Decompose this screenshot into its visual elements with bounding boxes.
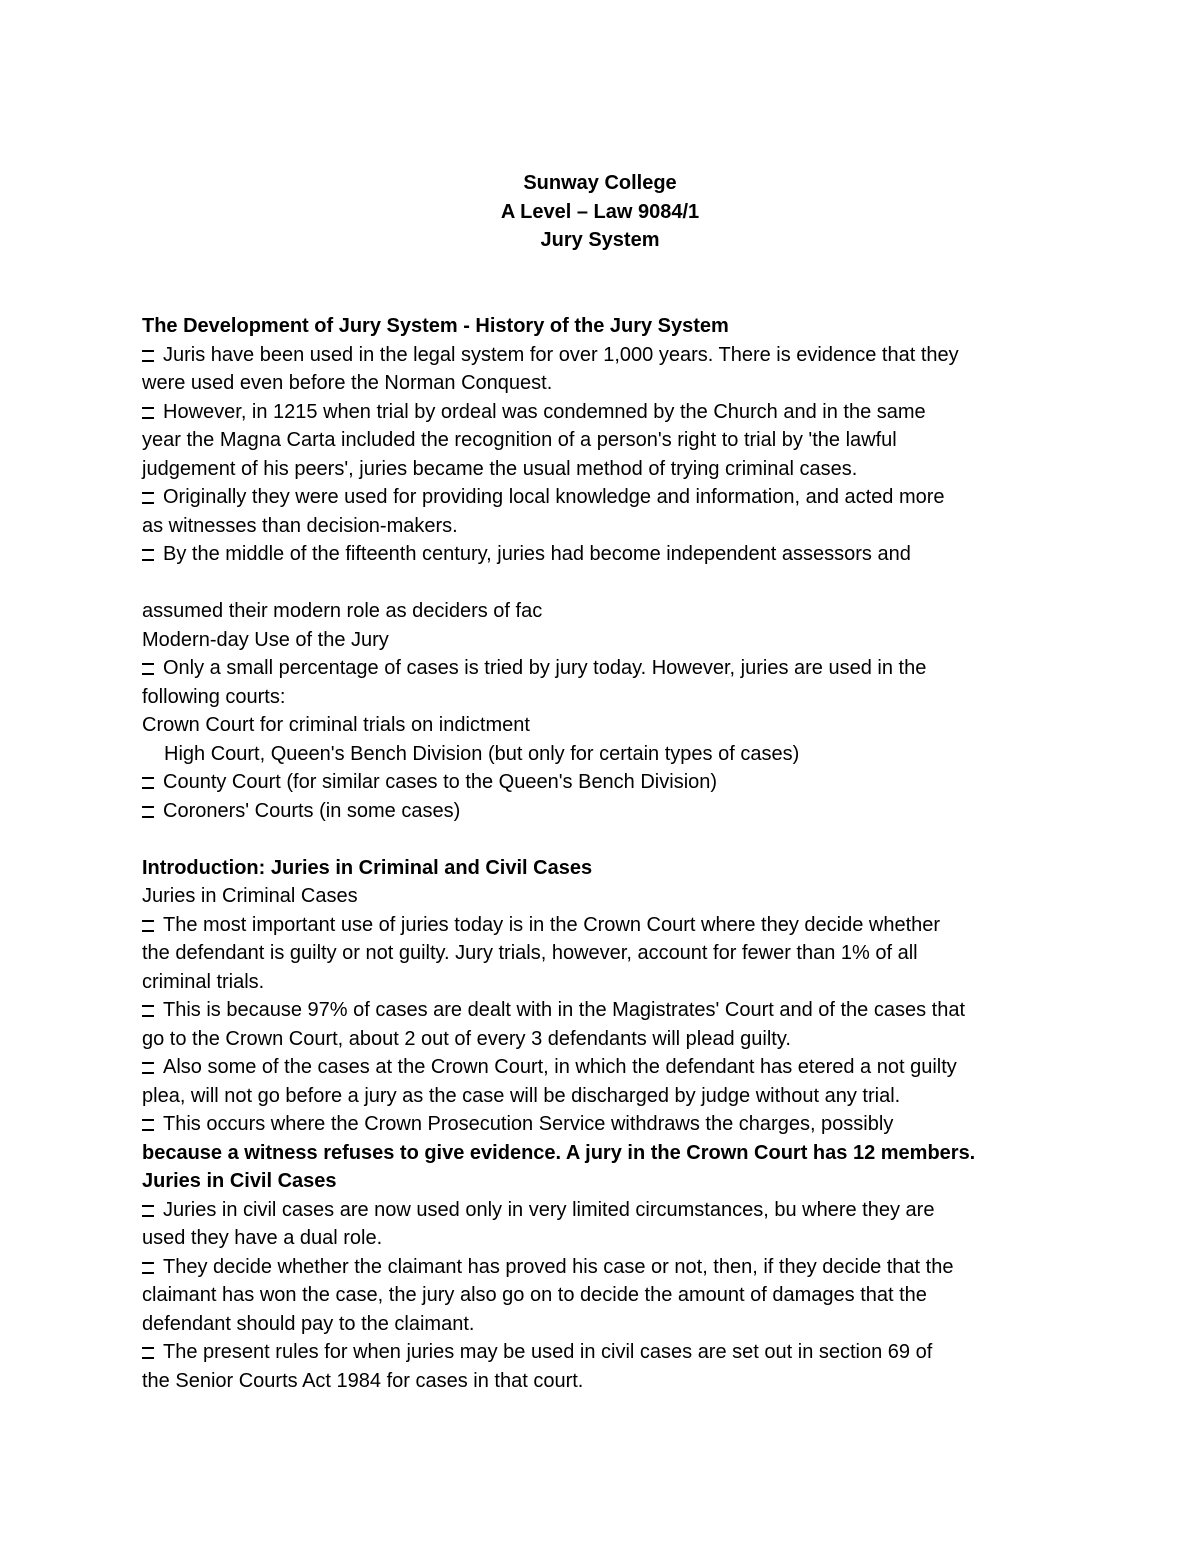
paragraph-text: used they have a dual role.	[142, 1227, 383, 1249]
bullet-icon	[142, 1202, 155, 1218]
court-item: High Court, Queen's Bench Division (but only for certain types of cases)	[164, 742, 800, 765]
list-item	[142, 654, 1072, 683]
list-item	[142, 540, 1072, 569]
bullet-icon	[142, 404, 155, 420]
court-item: Crown Court for criminal trials on indictment	[142, 714, 530, 736]
section-heading-modern-use: Modern-day Use of the Jury	[142, 628, 389, 651]
paragraph-text: assumed their modern role as deciders of fac	[142, 600, 543, 622]
list-item	[142, 1338, 1072, 1367]
paragraph-text: By the middle of the fifteenth century, juries had become independent assessors and	[163, 543, 911, 565]
list-item	[142, 797, 1072, 826]
court-item: County Court (for similar cases to the Queen's Bench Division)	[163, 771, 718, 793]
bullet-icon	[142, 1116, 155, 1132]
paragraph-text: Also some of the cases at the Crown Court, in which the defendant has etered a not guilty	[163, 1056, 957, 1078]
paragraph-text: This is because 97% of cases are dealt with in the Magistrates' Court and of the cases that	[163, 999, 966, 1021]
bullet-icon	[142, 1002, 155, 1018]
paragraph-text: judgement of his peers', juries became the usual method of trying criminal cases.	[142, 457, 858, 480]
paragraph-text: were used even before the Norman Conquest.	[142, 372, 553, 394]
paragraph-text: claimant has won the case, the jury also go on to decide the amount of damages that the	[142, 1284, 927, 1306]
paragraph-text: Juries in civil cases are now used only in very limited circumstances, bu where they are	[163, 1198, 935, 1221]
paragraph-text: defendant should pay to the claimant.	[142, 1312, 475, 1335]
bullet-icon	[142, 660, 155, 676]
bullet-icon	[142, 1259, 155, 1275]
court-item: Coroners' Courts (in some cases)	[163, 799, 461, 822]
paragraph-text: Only a small percentage of cases is tried by jury today. However, juries are used in the	[163, 657, 927, 679]
document-header	[0, 169, 1200, 255]
paragraph-text: This occurs where the Crown Prosecution Service withdraws the charges, possibly	[163, 1113, 894, 1135]
paragraph-text: the defendant is guilty or not guilty. Jury trials, however, account for fewer than 1% of all	[142, 942, 918, 964]
bullet-icon	[142, 803, 155, 819]
blank-line	[142, 825, 1072, 854]
paragraph-text: The most important use of juries today is in the Crown Court where they decide whether	[163, 913, 941, 936]
bullet-icon	[142, 917, 155, 933]
list-item	[142, 483, 1072, 512]
section-heading-civil-cases: Juries in Civil Cases	[142, 1170, 337, 1192]
list-item	[142, 911, 1072, 940]
paragraph-text: year the Magna Carta included the recognition of a person's right to trial by 'the lawful	[142, 429, 897, 451]
paragraph-text: The present rules for when juries may be used in civil cases are set out in section 69 of	[163, 1341, 933, 1363]
bullet-icon	[142, 489, 155, 505]
list-item	[142, 768, 1072, 797]
paragraph-text: They decide whether the claimant has proved his case or not, then, if they decide that the	[163, 1255, 954, 1278]
paragraph-text: the Senior Courts Act 1984 for cases in that court.	[142, 1369, 584, 1392]
bullet-icon	[142, 1344, 155, 1360]
paragraph-text: Originally they were used for providing local knowledge and information, and acted more	[163, 486, 945, 508]
section-heading-history: The Development of Jury System - History of the Jury System	[142, 315, 729, 337]
institution-title: Sunway College	[523, 172, 677, 194]
paragraph-text-bold: because a witness refuses to give evidence. A jury in the Crown Court has 12 members.	[142, 1141, 976, 1164]
section-heading-introduction: Introduction: Juries in Criminal and Civil Cases	[142, 856, 593, 879]
paragraph-text: go to the Crown Court, about 2 out of every 3 defendants will plead guilty.	[142, 1027, 791, 1050]
list-item	[142, 996, 1072, 1025]
list-item	[142, 398, 1072, 427]
bullet-icon	[142, 546, 155, 562]
list-item	[142, 341, 1072, 370]
list-item	[142, 1253, 1072, 1282]
paragraph-text: as witnesses than decision-makers.	[142, 514, 458, 537]
list-item	[142, 1110, 1072, 1139]
course-title: A Level – Law 9084/1	[500, 200, 700, 223]
paragraph-text: following courts:	[142, 685, 286, 708]
bullet-icon	[142, 774, 155, 790]
blank-line	[142, 569, 1072, 598]
paragraph-text: Juris have been used in the legal system for over 1,000 years. There is evidence that they	[163, 343, 959, 366]
paragraph-text: However, in 1215 when trial by ordeal was condemned by the Church and in the same	[163, 400, 926, 423]
document-body	[142, 312, 1072, 1395]
subheading-criminal-cases: Juries in Criminal Cases	[142, 885, 358, 907]
paragraph-text: plea, will not go before a jury as the case will be discharged by judge without any trial.	[142, 1084, 901, 1107]
list-item	[142, 1053, 1072, 1082]
topic-title: Jury System	[540, 229, 660, 251]
list-item	[142, 1196, 1072, 1225]
bullet-icon	[142, 1059, 155, 1075]
bullet-icon	[142, 347, 155, 363]
paragraph-text: criminal trials.	[142, 970, 265, 993]
